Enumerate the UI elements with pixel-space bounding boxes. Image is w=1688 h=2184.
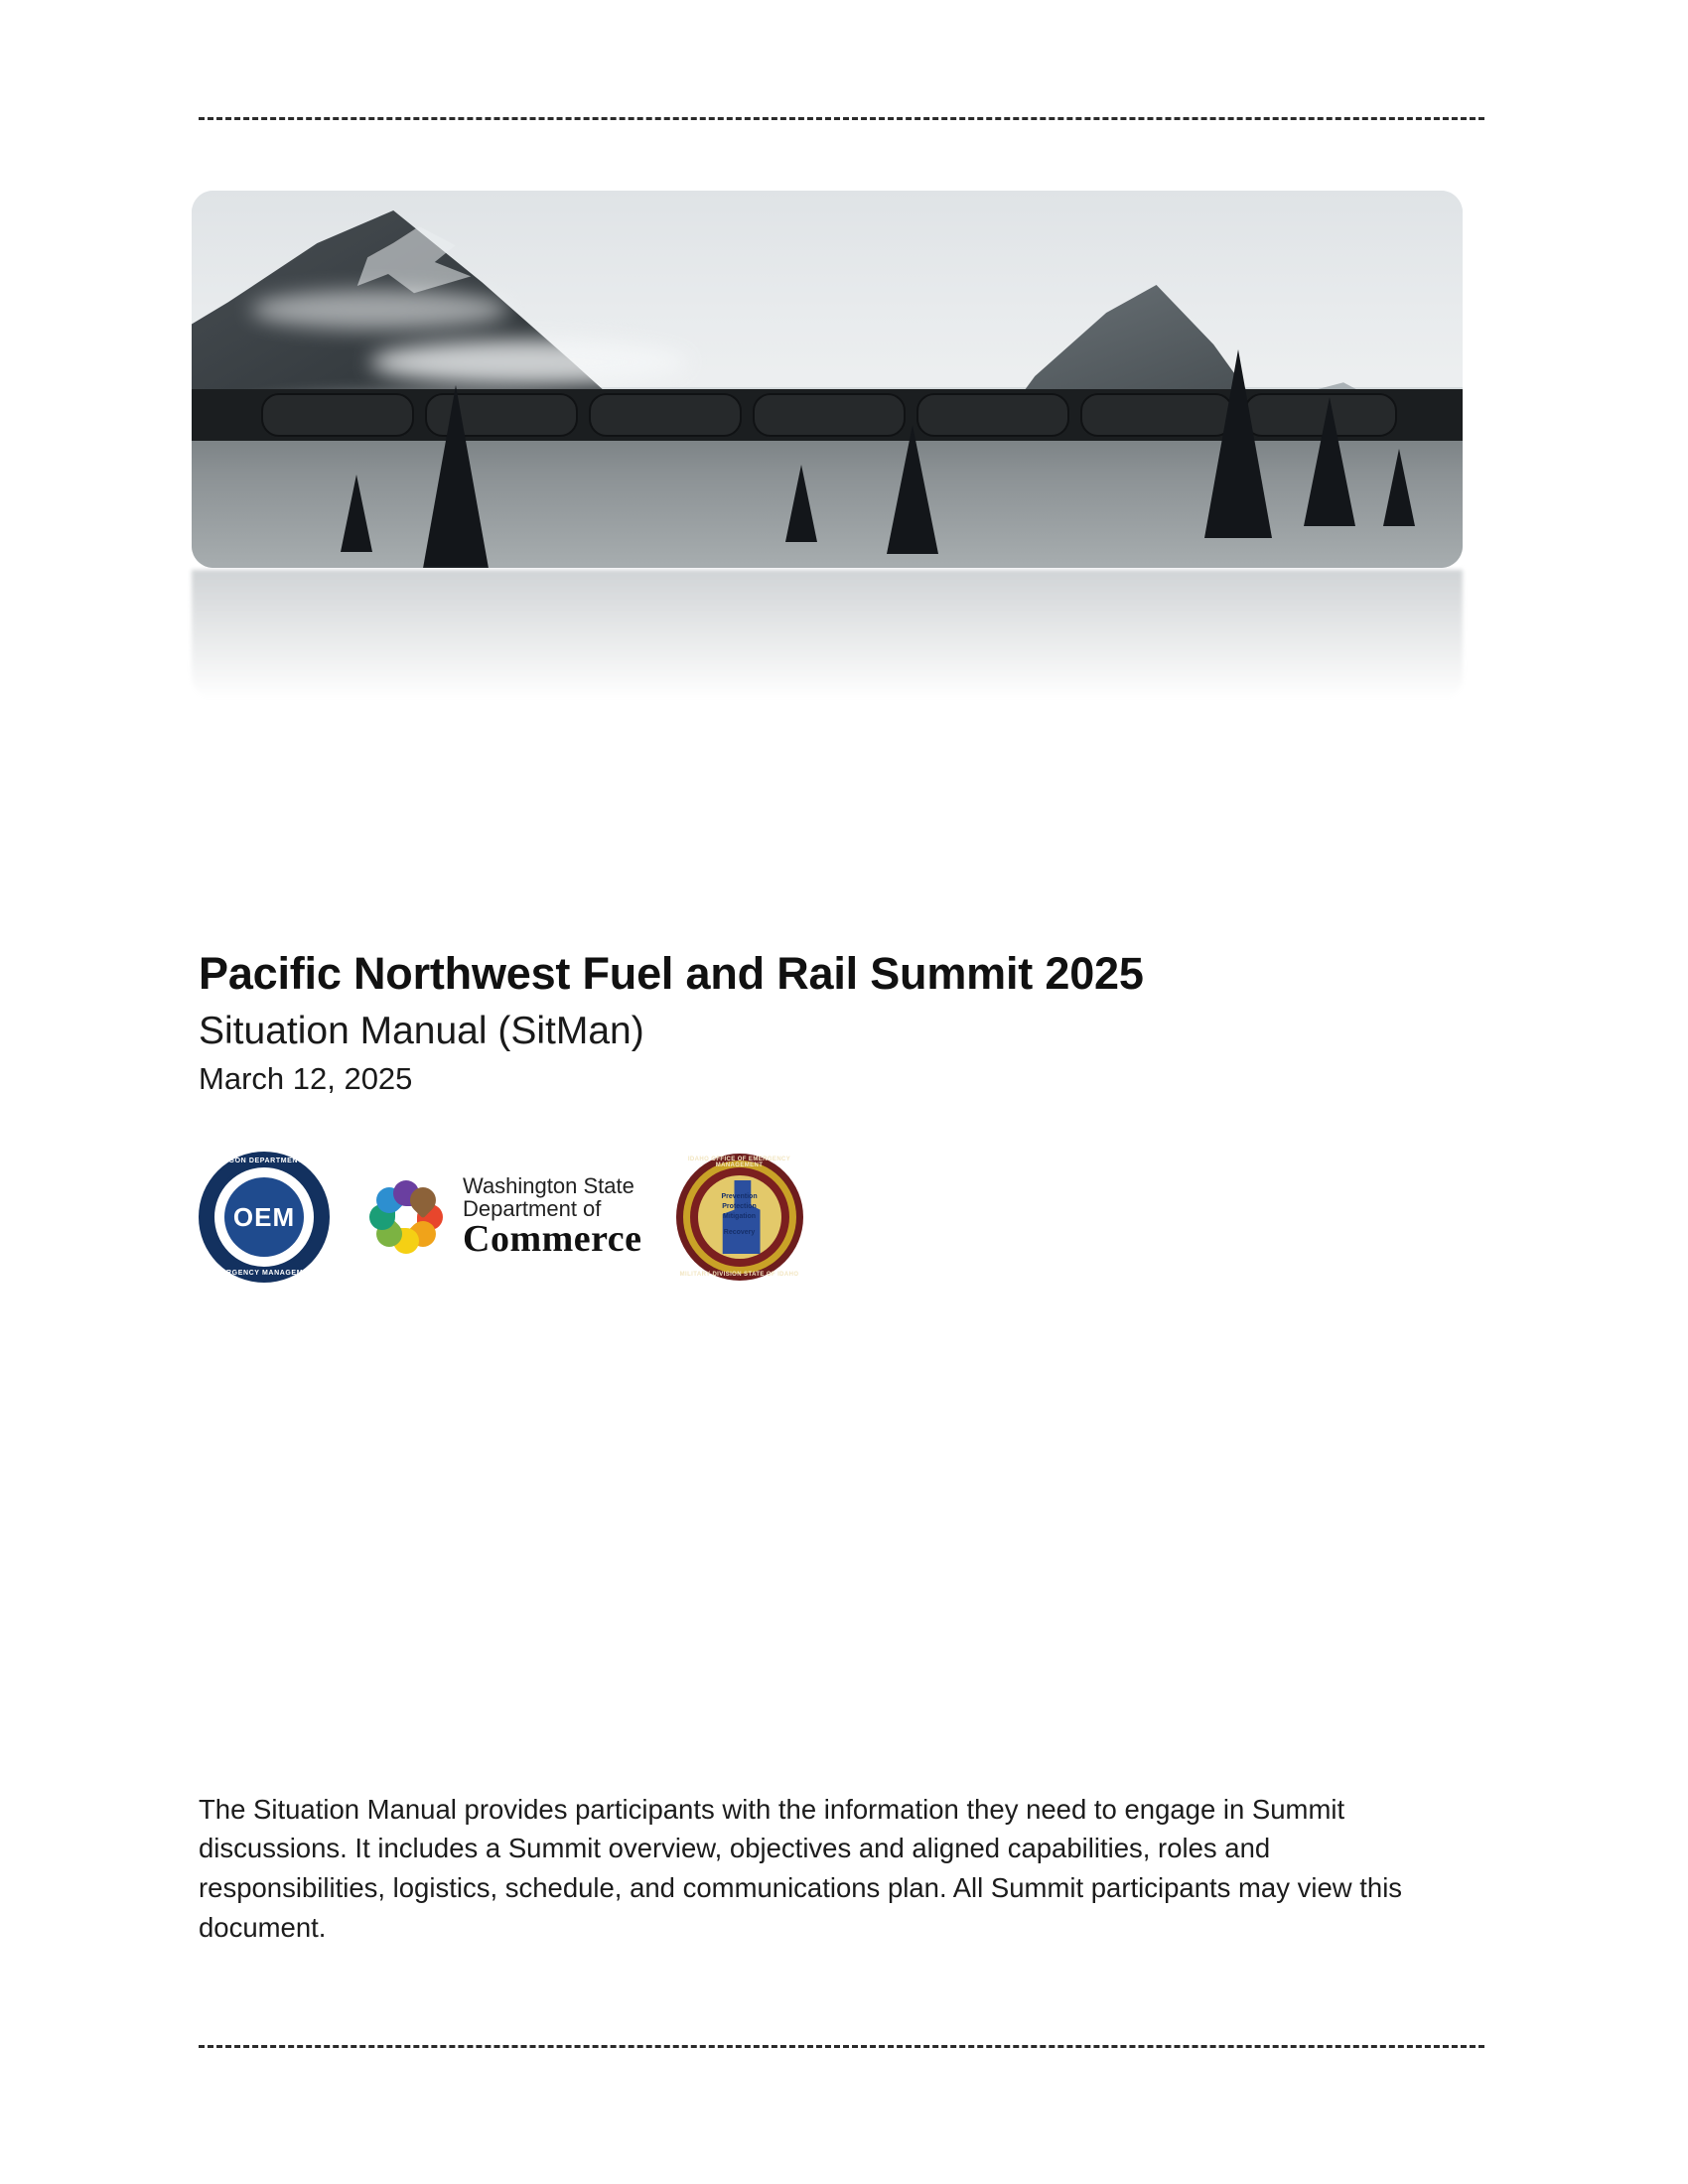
oem-abbreviation: OEM <box>232 1201 296 1232</box>
page-title: Pacific Northwest Fuel and Rail Summit 2025 <box>199 948 1144 999</box>
conifer-tree <box>1383 449 1415 526</box>
idaho-arc-top-label: IDAHO OFFICE OF EMERGENCY MANAGEMENT <box>687 1157 791 1168</box>
fog-band <box>251 290 509 330</box>
conifer-tree <box>422 385 490 568</box>
image-reflection <box>192 570 1463 699</box>
conifer-tree <box>341 475 372 552</box>
commerce-line-3: Commerce <box>463 1218 642 1261</box>
oem-arc-top-label: OREGON DEPARTMENT OF <box>211 1158 317 1164</box>
tank-car <box>261 393 414 437</box>
commerce-line-1: Washington State <box>463 1172 634 1198</box>
idaho-word-protection: Protection <box>722 1203 757 1210</box>
conifer-tree <box>887 425 938 554</box>
tank-car <box>753 393 906 437</box>
document-date: March 12, 2025 <box>199 1061 413 1096</box>
conifer-tree <box>1304 397 1355 526</box>
tank-car <box>589 393 742 437</box>
header-divider <box>199 117 1484 120</box>
title-block <box>199 948 1489 1097</box>
commerce-line-2: Department of <box>463 1196 602 1222</box>
footer-divider <box>199 2045 1484 2048</box>
idaho-arc-bottom-label: MILITARY DIVISION STATE OF IDAHO <box>679 1272 799 1278</box>
cover-image-frame <box>192 191 1463 568</box>
document-description: The Situation Manual provides participants with the information they need to engage in Summit discussions. It includes a Summit overview, objectives and aligned capabilities, roles and responsibilities, logistics, schedule, and communications plan. All Summit participants may view this document. <box>199 1793 1403 1944</box>
tank-car <box>916 393 1069 437</box>
conifer-tree <box>1204 349 1272 538</box>
pinwheel-icon <box>363 1174 449 1260</box>
commerce-wordmark <box>463 1174 642 1260</box>
oregon-oem-logo-icon <box>199 1152 330 1283</box>
washington-commerce-logo-icon <box>363 1174 642 1260</box>
page-subtitle: Situation Manual (SitMan) <box>199 1010 644 1052</box>
conifer-tree <box>785 465 817 542</box>
logo-row <box>199 1152 803 1283</box>
idaho-word-recovery: Recovery <box>723 1229 756 1236</box>
idaho-word-prevention: Prevention <box>721 1193 758 1200</box>
cover-image <box>192 191 1463 568</box>
idaho-oem-logo-icon <box>676 1154 803 1281</box>
fog-band <box>370 340 688 385</box>
idaho-word-mitigation: Mitigation <box>723 1213 757 1220</box>
oem-arc-bottom-label: EMERGENCY MANAGEMENT <box>210 1270 319 1277</box>
